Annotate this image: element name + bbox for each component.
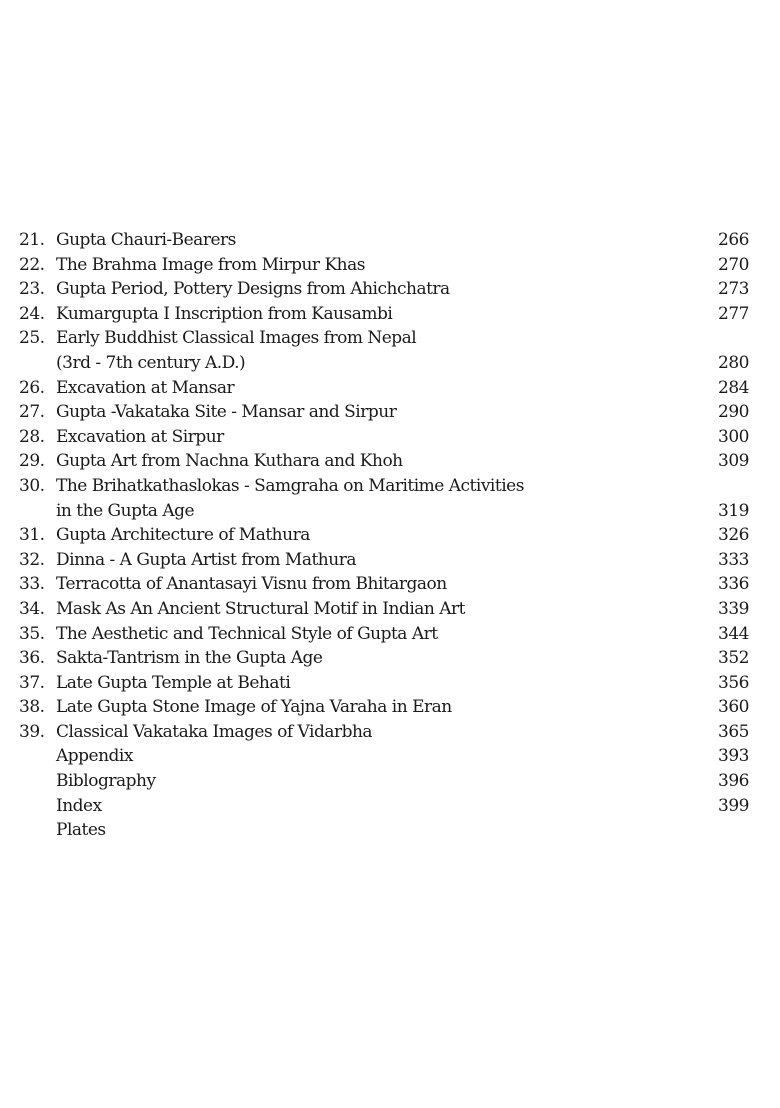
toc-entry	[0, 622, 780, 647]
entry-title: Sakta-Tantrism in the Gupta Age	[56, 648, 323, 669]
entry-title: (3rd - 7th century A.D.)	[56, 352, 246, 373]
toc-entry-line	[0, 646, 780, 671]
entry-page-number: 284	[718, 377, 749, 398]
entry-number: 29.	[19, 451, 45, 472]
entry-page-number: 326	[718, 525, 749, 546]
toc-entry	[0, 253, 780, 278]
entry-title: Early Buddhist Classical Images from Nepal	[56, 328, 417, 349]
entry-page-number: 356	[718, 672, 749, 693]
toc-entry-line	[0, 425, 780, 450]
entry-title: Plates	[56, 820, 106, 841]
toc-entry-line	[0, 326, 780, 351]
entry-number: 26.	[19, 377, 45, 398]
toc-entry-line	[0, 744, 780, 769]
entry-title: Gupta -Vakataka Site - Mansar and Sirpur	[56, 402, 397, 423]
toc-entry-line	[0, 597, 780, 622]
entry-page-number: 365	[718, 721, 749, 742]
toc-entry	[0, 449, 780, 474]
toc-entry	[0, 548, 780, 573]
entry-page-number: 309	[718, 451, 749, 472]
entry-number: 28.	[19, 426, 45, 447]
toc-entry	[0, 597, 780, 622]
toc-entry-line	[0, 794, 780, 819]
toc-entry	[0, 671, 780, 696]
entry-page-number: 300	[718, 426, 749, 447]
entry-page-number: 280	[718, 352, 749, 373]
entry-page-number: 333	[718, 549, 749, 570]
toc-entry	[0, 794, 780, 819]
toc-entry-line	[0, 548, 780, 573]
toc-entry-line	[0, 769, 780, 794]
toc-entry	[0, 376, 780, 401]
toc-entry	[0, 646, 780, 671]
toc-entry-line	[0, 671, 780, 696]
entry-title: in the Gupta Age	[56, 500, 195, 521]
toc-entry	[0, 572, 780, 597]
entry-number: 33.	[19, 574, 45, 595]
entry-number: 39.	[19, 721, 45, 742]
toc-entry-line	[0, 449, 780, 474]
entry-title: Index	[56, 795, 102, 816]
entry-number: 37.	[19, 672, 45, 693]
entry-title: Gupta Architecture of Mathura	[56, 525, 310, 546]
entry-title: Gupta Chauri-Bearers	[56, 230, 236, 250]
toc-entry-line	[0, 695, 780, 720]
toc-entry	[0, 400, 780, 425]
toc-entry	[0, 720, 780, 745]
table-of-contents	[0, 228, 780, 843]
entry-title: Appendix	[56, 746, 133, 767]
entry-number: 23.	[19, 279, 45, 300]
toc-entry	[0, 302, 780, 327]
entry-title: The Aesthetic and Technical Style of Gupta Art	[56, 623, 438, 644]
entry-number: 30.	[19, 475, 45, 496]
entry-number: 22.	[19, 254, 45, 275]
toc-entry	[0, 523, 780, 548]
toc-entry-line	[0, 523, 780, 548]
entry-title: Excavation at Sirpur	[56, 426, 224, 447]
toc-entry-line	[0, 400, 780, 425]
entry-title: Kumargupta I Inscription from Kausambi	[56, 303, 393, 324]
toc-entry-line	[0, 376, 780, 401]
entry-number: 34.	[19, 598, 45, 619]
toc-entry-line	[0, 277, 780, 302]
entry-page-number: 396	[718, 771, 749, 792]
entry-title: The Brahma Image from Mirpur Khas	[56, 254, 365, 275]
toc-entry-line	[0, 720, 780, 745]
toc-entry	[0, 425, 780, 450]
entry-page-number: 344	[718, 623, 749, 644]
entry-title: Late Gupta Temple at Behati	[56, 672, 291, 693]
entry-page-number: 352	[718, 648, 749, 669]
toc-entry-line	[0, 818, 780, 843]
entry-title: The Brihatkathaslokas - Samgraha on Maritime Activities	[56, 475, 524, 496]
toc-entry-line	[0, 474, 780, 499]
entry-page-number: 360	[718, 697, 749, 718]
entry-title: Late Gupta Stone Image of Yajna Varaha in Eran	[56, 697, 452, 718]
toc-entry-line	[0, 622, 780, 647]
entry-page-number: 319	[718, 500, 749, 521]
entry-page-number: 339	[718, 598, 749, 619]
entry-number: 21.	[19, 230, 45, 250]
entry-page-number: 266	[718, 230, 749, 250]
entry-title: Excavation at Mansar	[56, 377, 235, 398]
toc-entry-line	[0, 253, 780, 278]
toc-entry	[0, 277, 780, 302]
entry-number: 36.	[19, 648, 45, 669]
entry-title: Gupta Art from Nachna Kuthara and Khoh	[56, 451, 403, 472]
toc-entry-line	[0, 228, 780, 253]
entry-number: 35.	[19, 623, 45, 644]
toc-entry-line	[0, 572, 780, 597]
toc-entry-line	[0, 302, 780, 327]
entry-page-number: 336	[718, 574, 749, 595]
entry-page-number: 277	[718, 303, 749, 324]
entry-number: 38.	[19, 697, 45, 718]
entry-number: 27.	[19, 402, 45, 423]
toc-entry	[0, 474, 780, 523]
entry-number: 25.	[19, 328, 45, 349]
entry-number: 32.	[19, 549, 45, 570]
toc-entry	[0, 228, 780, 253]
entry-page-number: 399	[718, 795, 749, 816]
toc-entry	[0, 744, 780, 769]
entry-page-number: 290	[718, 402, 749, 423]
toc-entry	[0, 818, 780, 843]
entry-page-number: 393	[718, 746, 749, 767]
entry-number: 24.	[19, 303, 45, 324]
entry-title: Biblography	[56, 771, 156, 792]
toc-entry-line	[0, 351, 780, 376]
entry-number: 31.	[19, 525, 45, 546]
entry-title: Mask As An Ancient Structural Motif in Indian Art	[56, 598, 465, 619]
toc-entry	[0, 326, 780, 375]
entry-title: Dinna - A Gupta Artist from Mathura	[56, 549, 356, 570]
entry-title: Classical Vakataka Images of Vidarbha	[56, 721, 373, 742]
toc-entry-line	[0, 499, 780, 524]
entry-page-number: 270	[718, 254, 749, 275]
toc-entry	[0, 769, 780, 794]
entry-title: Terracotta of Anantasayi Visnu from Bhitargaon	[56, 574, 447, 595]
toc-entry	[0, 695, 780, 720]
entry-title: Gupta Period, Pottery Designs from Ahichchatra	[56, 279, 450, 300]
entry-page-number: 273	[718, 279, 749, 300]
